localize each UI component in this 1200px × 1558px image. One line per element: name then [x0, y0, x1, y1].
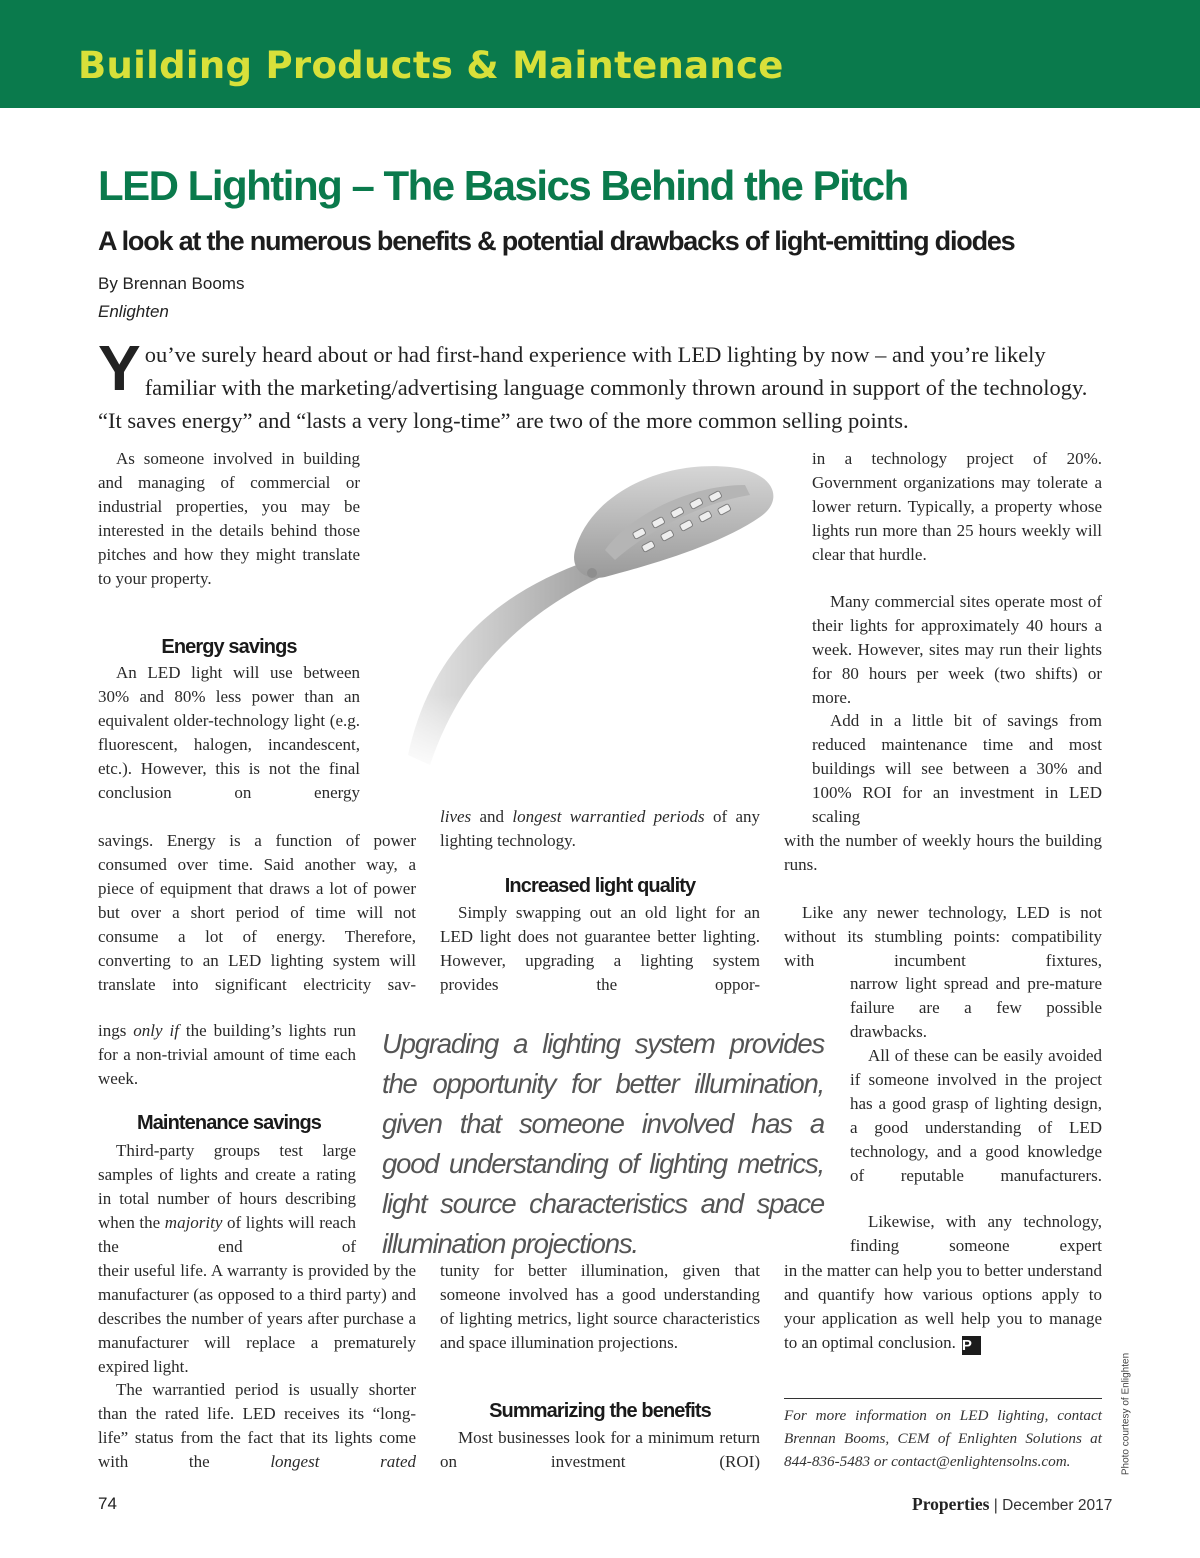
issue-date: December 2017	[1002, 1497, 1113, 1514]
emphasis: lives	[440, 807, 472, 826]
heading-maintenance-savings: Maintenance savings	[136, 1112, 322, 1134]
col1-maintenance-paragraph-b: their useful life. A warranty is provided by the manufacturer (as opposed to a third party) and describes the number of years after purchase a manufacturer will replace a prematurely expired light.	[98, 1261, 416, 1376]
contact-divider	[784, 1398, 1102, 1399]
section-banner	[0, 0, 1200, 108]
text-run: and	[471, 807, 513, 826]
col1-maintenance-paragraph-c	[98, 1378, 416, 1474]
article-deck: A look at the numerous benefits & potential drawbacks of light-emitting diodes	[98, 226, 1015, 256]
col1-intro: As someone involved in building and managing of commercial or industrial properties, you may be interested in the details behind those pitches and how they might translate to your property.	[98, 449, 360, 588]
col3-continuation: in a technology project of 20%. Government organizations may tolerate a lower return. Typically, a property whose lights run more than 25 hours weekly will clear that hurdle.	[812, 449, 1102, 564]
magazine-name: Properties	[912, 1494, 990, 1514]
emphasis: only if	[133, 1021, 179, 1040]
drop-cap: Y	[98, 332, 141, 404]
folio	[912, 1494, 1112, 1515]
col1-maintenance-paragraph-a	[98, 1139, 356, 1259]
col2-summary-paragraph: Most businesses look for a minimum return on investment (ROI)	[440, 1428, 760, 1471]
emphasis: longest warrantied periods	[512, 807, 705, 826]
col3-paragraph-add-a: Add in a little bit of savings from reduced maintenance time and most buildings will see between a 30% and 100% ROI for an investment in LED scaling	[812, 711, 1102, 826]
contact-note	[784, 1404, 1102, 1473]
col3-paragraph-like-b: narrow light spread and pre-mature failure are a few possible drawbacks.	[850, 974, 1102, 1041]
col1-energy-paragraph-b: savings. Energy is a function of power consumed over time. Said another way, a piece of equipment that draws a lot of power but over a short period of time will not consume a lot of energy. Therefore, converting to an LED lighting system will translate into significant electricity sav-	[98, 831, 416, 994]
col2-continuation	[440, 805, 760, 853]
emphasis: majority	[164, 1213, 223, 1232]
col3-paragraph-many: Many commercial sites operate most of their lights for approximately 40 hours a week. However, sites may run their lights for 80 hours per week (two shifts) or more.	[812, 592, 1102, 707]
text-run: of lights will reach the end of	[98, 1213, 356, 1256]
heading-energy-savings: Energy savings	[161, 636, 297, 658]
heading-summarizing-benefits: Summarizing the benefits	[489, 1400, 711, 1422]
photo-credit	[1118, 1352, 1134, 1476]
byline: By Brennan Booms	[98, 274, 245, 293]
text-run: the building’s lights run for a non-trivial amount of time each week.	[98, 1021, 356, 1088]
emphasis: longest rated	[270, 1452, 416, 1471]
col3-paragraph-add-b: with the number of weekly hours the building runs.	[784, 831, 1102, 874]
led-street-light-photo	[400, 455, 790, 775]
heading-light-quality: Increased light quality	[504, 875, 696, 897]
text-run: of any lighting technology.	[440, 807, 760, 850]
lead-paragraph	[98, 332, 1102, 437]
lead-text: ou’ve surely heard about or had first-hand experience with LED lighting by now – and you’re likely familiar with the marketing/advertising language commonly thrown around in support of the technology. “It saves energy” and “lasts a very long-time” are two of the more common selling points.	[98, 342, 1088, 433]
text-run: ings	[98, 1021, 134, 1040]
text-run: in the matter can help you to better understand and quantify how various options apply to your application as well help you to manage to an optimal conclusion.	[784, 1261, 1102, 1352]
pull-quote-text: Upgrading a lighting system provides the opportunity for better illumination, given that someone involved has a good understanding of lighting metrics, light source characteristics and space illumination projections.	[382, 1028, 824, 1259]
end-mark-logo: P	[962, 1336, 981, 1355]
folio-separator: |	[993, 1497, 998, 1514]
text-run: The warrantied period is usually shorter than the rated life. LED receives its “long-life” status from the fact that its lights come with the	[98, 1380, 416, 1471]
col1-energy-paragraph-c	[98, 1019, 356, 1091]
pull-quote	[382, 1024, 824, 1264]
section-title: Building Products & Maintenance	[78, 44, 784, 87]
contact-text: For more information on LED lighting, contact Brennan Booms, CEM of Enlighten Solutions at 844-836-5483 or contact@enlightensolns.com.	[784, 1407, 1102, 1470]
col3-paragraph-likewise-a: Likewise, with any technology, finding someone expert	[850, 1212, 1102, 1255]
col3-paragraph-all: All of these can be easily avoided if someone involved in the project has a good grasp of lighting design, a good understanding of LED technology, and a good knowledge of reputable manufacturers.	[850, 1046, 1102, 1185]
text-run: Third-party groups test large samples of lights and create a rating in total number of hours describing when the	[98, 1141, 356, 1232]
article-headline: LED Lighting – The Basics Behind the Pitch	[98, 162, 908, 209]
col2-quality-paragraph-b: tunity for better illumination, given that someone involved has a good understanding of lighting metrics, light source characteristics and space illumination projections.	[440, 1261, 760, 1352]
photo-credit-text: Photo courtesy of Enlighten	[1120, 1352, 1132, 1476]
author-organization: Enlighten	[98, 302, 169, 321]
col1-energy-paragraph-a: An LED light will use between 30% and 80% less power than an equivalent older-technology light (e.g. fluorescent, halogen, incandescent, etc.). However, this is not the final conclusion on energy	[98, 663, 360, 802]
page-number: 74	[98, 1494, 117, 1513]
col2-quality-paragraph-a: Simply swapping out an old light for an LED light does not guarantee better lighting. However, upgrading a lighting system provides the oppor-	[440, 903, 760, 994]
col3-paragraph-like-a: Like any newer technology, LED is not without its stumbling points: compatibility with incumbent fixtures,	[784, 903, 1102, 970]
col3-paragraph-likewise-b	[784, 1259, 1102, 1355]
